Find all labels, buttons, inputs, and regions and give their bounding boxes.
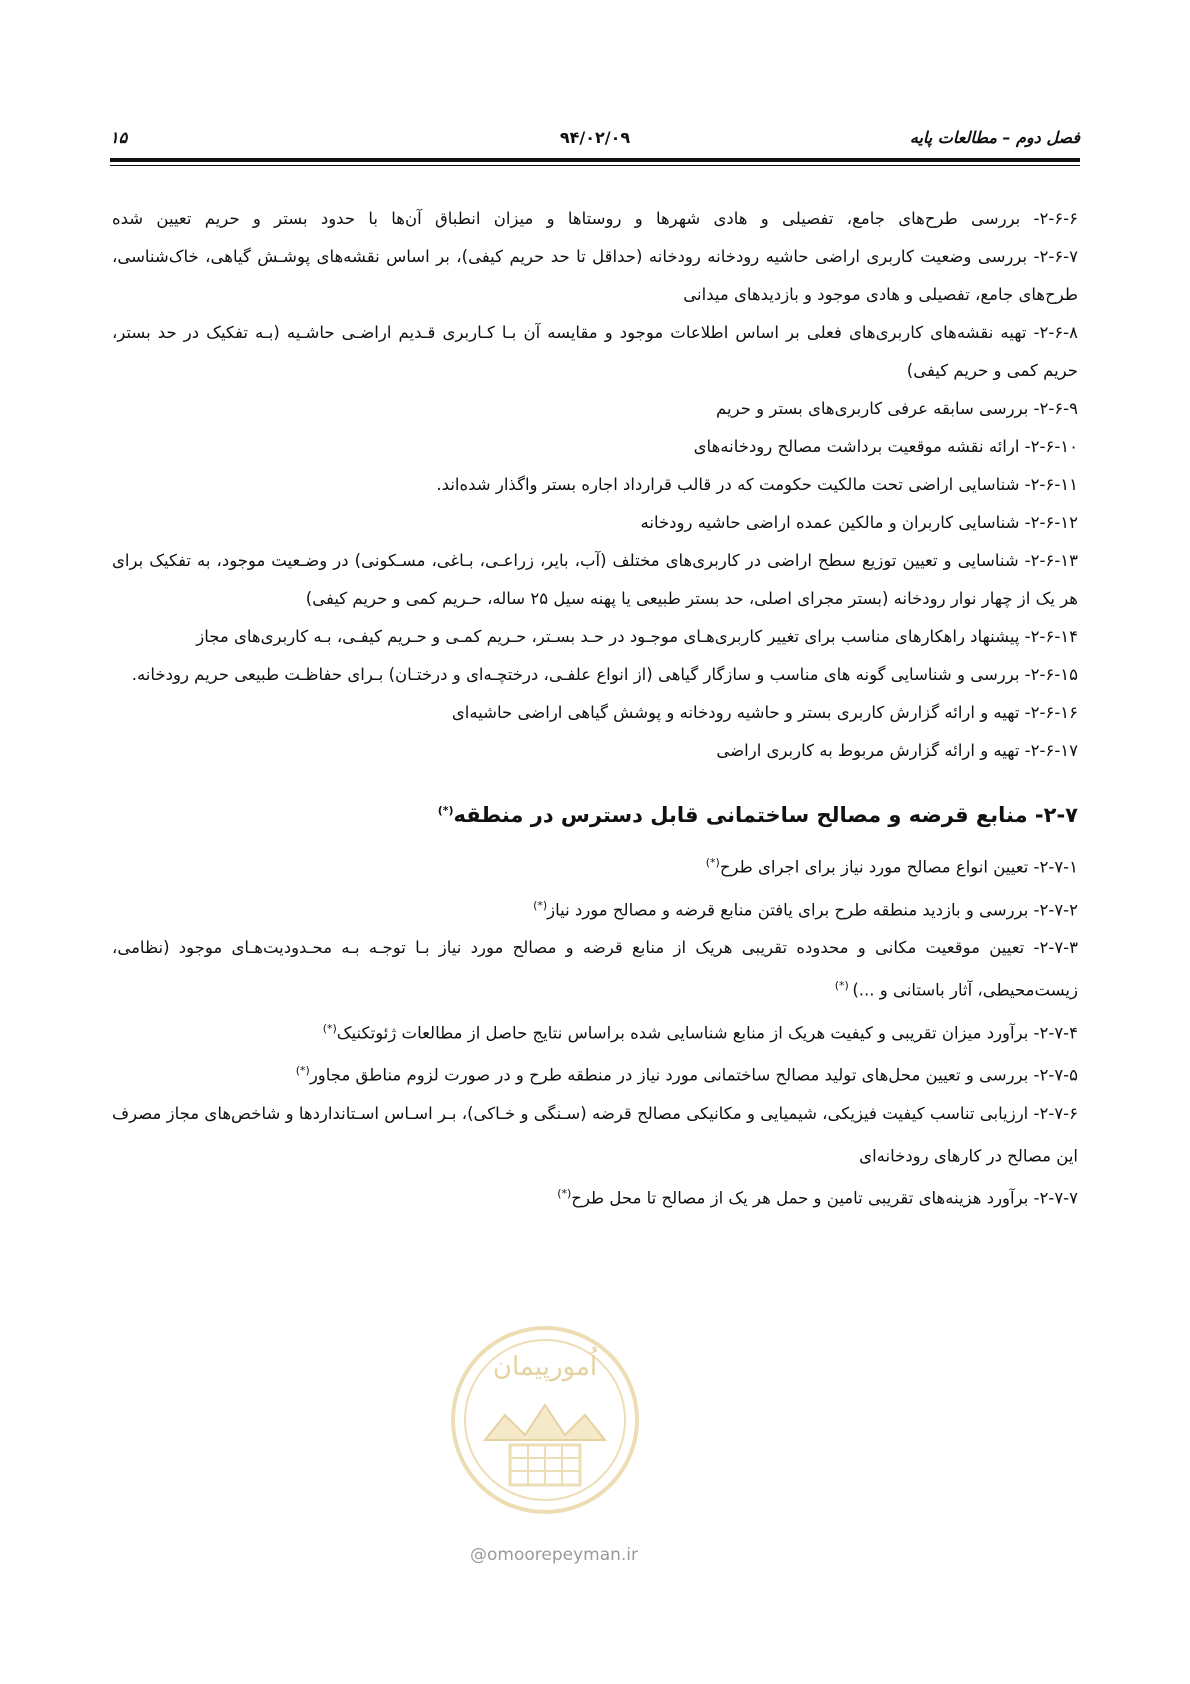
list-item-text: ۲-۷-۵- بررسی و تعیین محل‌های تولید مصالح ساختمانی مورد نیاز در منطقه طرح و در صورت لزوم مناطق مجاور xyxy=(309,1065,1078,1085)
list-item xyxy=(112,1175,1078,1218)
list-item: ۲-۶-۱۳- شناسایی و تعیین توزیع سطح اراضی در کاربری‌های مختلف (آب، بایر، زراعـی، بـاغی، مسـکونی) در وضـعیت موجود، به تفکیک برای هر یک از چهار نوار رودخانه (بستر مجرای اصلی، حد بستر طبیعی یا پهنه سیل ۲۵ ساله، حـریم کمی و حریم کیفی) xyxy=(112,551,1078,608)
list-item-text: ۲-۷-۴- برآورد میزان تقریبی و کیفیت هریک از منابع شناسایی شده براساس نتایج حاصل از مطالعات ژئوتکنیک xyxy=(336,1023,1078,1042)
footnote-mark: (*) xyxy=(437,804,454,817)
footnote-mark: (*) xyxy=(834,979,853,992)
page-body xyxy=(112,200,1078,1218)
watermark-logo-text: اُمورپیمان xyxy=(492,1352,598,1382)
footnote-mark: (*) xyxy=(557,1187,572,1200)
page-header xyxy=(110,128,1080,152)
list-item xyxy=(112,1095,1078,1176)
list-item xyxy=(112,1010,1078,1053)
list-item: ۲-۶-۱۱- شناسایی اراضی تحت مالکیت حکومت که در قالب قرارداد اجاره بستر واگذار شده‌اند. xyxy=(436,475,1078,494)
list-item: ۲-۶-۷- بررسی وضعیت کاربری اراضی حاشیه رودخانه رودخانه (حداقل تا حد حریم کیفی)، بر اساس نقشه‌های پوشـش گیاهی، خاک‌شناسی، طرح‌های جامع، تفصیلی و هادی موجود و بازدیدهای میدانی xyxy=(112,247,1078,304)
list-item: ۲-۶-۸- تهیه نقشه‌های کاربری‌های فعلی بر اساس اطلاعات موجود و مقایسه آن بـا کـاربری قـدیم اراضـی حاشـیه (بـه تفکیک در حد بستر، حریم کمی و حریم کیفی) xyxy=(112,323,1078,380)
footnote-mark: (*) xyxy=(322,1021,337,1035)
header-date: ۹۴/۰۲/۰۹ xyxy=(559,128,631,147)
footnote-mark: (*) xyxy=(533,898,548,912)
section-heading-text: ۲-۷- منابع قرضه و مصالح ساختمانی قابل دسترس در منطقه xyxy=(453,803,1078,827)
list-item: ۲-۶-۱۶- تهیه و ارائه گزارش کاربری بستر و حاشیه رودخانه و پوشش گیاهی اراضی حاشیه‌ای xyxy=(451,703,1078,722)
section-heading xyxy=(112,792,1078,834)
page-number: ۱۵ xyxy=(110,128,128,147)
list-item xyxy=(112,1052,1078,1095)
list-item: ۲-۶-۱۴- پیشنهاد راهکارهای مناسب برای تغییر کاربری‌هـای موجـود در حـد بسـتر، حـریم کمـی و حـریم کیفـی، بـه کاربری‌های مجاز xyxy=(196,627,1078,646)
list-item: ۲-۶-۱۵- بررسی و شناسایی گونه های مناسب و سازگار گیاهی (از انواع علفـی، درختچـه‌ای و درختـان) بـرای حفاظـت طبیعی حریم رودخانه. xyxy=(131,665,1078,684)
list-item: ۲-۶-۹- بررسی سابقه عرفی کاربری‌های بستر و حریم xyxy=(716,399,1078,418)
list-item: ۲-۶-۶- بررسی طرح‌های جامع، تفصیلی و هادی شهرها و روستاها و میزان انطباق آن‌ها با حدود بستر و حریم تعیین شده xyxy=(112,209,1078,228)
watermark-logo-icon xyxy=(440,1320,650,1520)
list-item: ۲-۶-۱۷- تهیه و ارائه گزارش مربوط به کاربری اراضی xyxy=(716,741,1078,760)
list-item-text: ۲-۷-۷- برآورد هزینه‌های تقریبی تامین و حمل هر یک از مصالح تا محل طرح xyxy=(571,1188,1078,1208)
watermark-site: @omoorepeyman.ir xyxy=(470,1545,639,1565)
list-item-text: ۲-۷-۳- تعیین موقعیت مکانی و محدوده تقریبی هریک از منابع قرضه و مصالح مورد نیاز بـا توجـه بـه محـدودیت‌هـای موجود (نظامی، زیست‌محیطی، آثار باستانی و ...) xyxy=(112,938,1078,1000)
list-item-text: ۲-۷-۶- ارزیابی تناسب کیفیت فیزیکی، شیمیایی و مکانیکی مصالح قرضه (سـنگی و خـاکی)، بـر اسـاس اسـتانداردها و شاخص‌های مجاز مصرف این مصالح در کارهای رودخانه‌ای xyxy=(112,1103,1078,1165)
footnote-mark: (*) xyxy=(705,856,720,869)
footnote-mark: (*) xyxy=(295,1064,310,1077)
header-rule-thin xyxy=(110,165,1080,166)
list-item: ۲-۶-۱۲- شناسایی کاربران و مالکین عمده اراضی حاشیه رودخانه xyxy=(640,513,1078,532)
list-item-text: ۲-۷-۱- تعیین انواع مصالح مورد نیاز برای اجرای طرح xyxy=(719,857,1078,877)
list-item-text: ۲-۷-۲- بررسی و بازدید منطقه طرح برای یافتن منابع قرضه و مصالح مورد نیاز xyxy=(547,900,1078,919)
header-rule xyxy=(110,158,1080,162)
list-item xyxy=(112,844,1078,887)
list-item xyxy=(112,887,1078,930)
list-item xyxy=(112,929,1078,1010)
chapter-title: فصل دوم – مطالعات پایه xyxy=(909,128,1080,147)
list-item: ۲-۶-۱۰- ارائه نقشه موقعیت برداشت مصالح رودخانه‌های xyxy=(693,437,1078,456)
